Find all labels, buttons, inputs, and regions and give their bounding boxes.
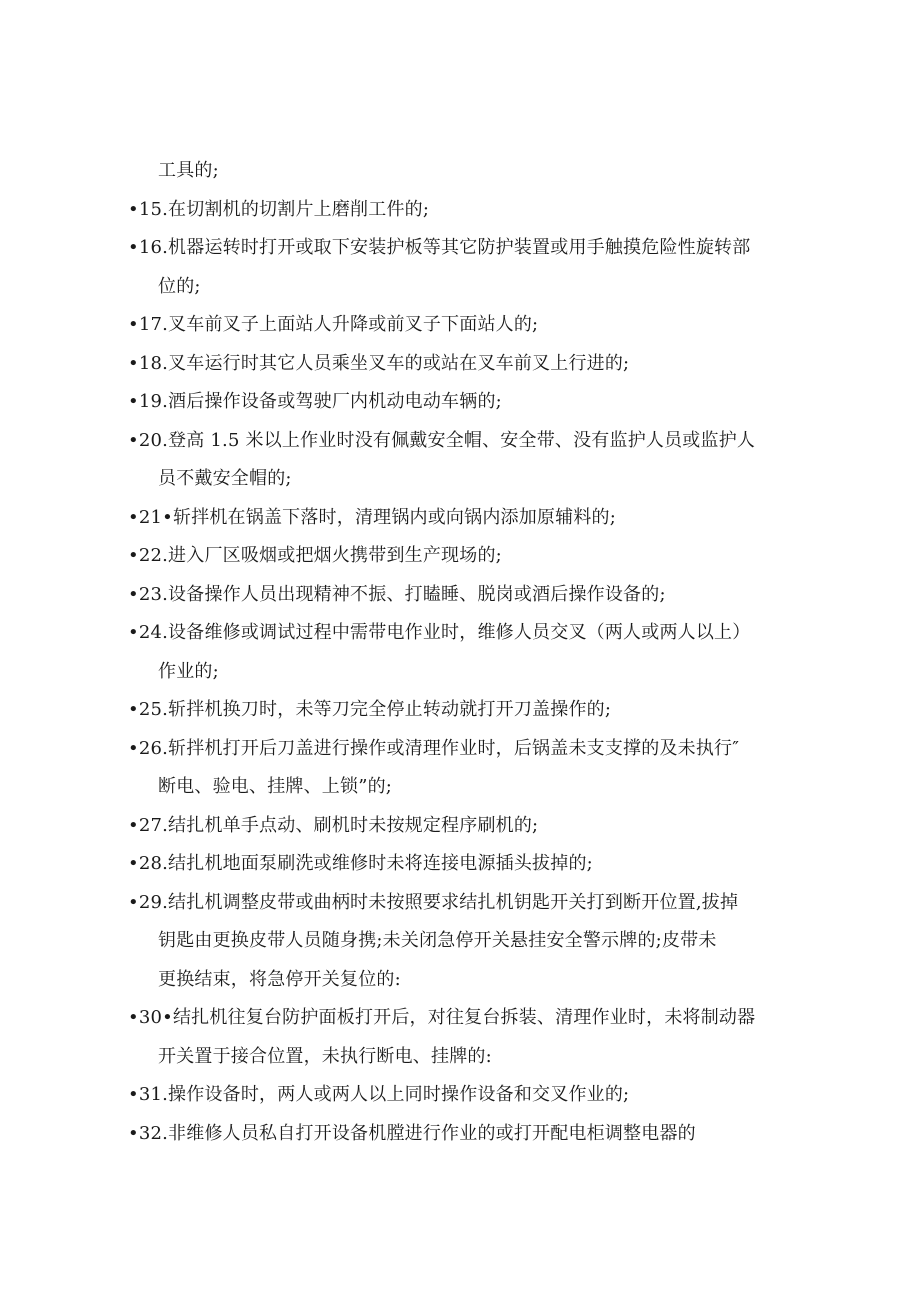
list-item-18: •18.叉车运行时其它人员乘坐叉车的或站在叉车前叉上行进的;: [128, 352, 630, 374]
text-line: 工具的;: [158, 160, 219, 181]
list-item-16: •16.机器运转时打开或取下安装护板等其它防护装置或用手触摸危险性旋转部: [128, 237, 751, 258]
list-item-24: •24.设备维修或调试过程中需带电作业时，维修人员交叉（两人或两人以上）: [128, 622, 751, 643]
text-line: 更换结束，将急停开关复位的:: [158, 968, 401, 990]
list-item-31: •31.操作设备时，两人或两人以上同时操作设备和交叉作业的;: [128, 1084, 630, 1105]
list-item-29: •29.结扎机调整皮带或曲柄时未按照要求结扎机钥匙开关打到断开位置,拔掉: [128, 891, 739, 913]
text-line: 位的;: [158, 275, 201, 297]
list-item-17: •17.叉车前叉子上面站人升降或前叉子下面站人的;: [128, 314, 539, 335]
list-item-26: •26.斩拌机打开后刀盖进行操作或清理作业时，后锅盖未支支撑的及未执行″: [128, 737, 740, 759]
text-line: 作业的;: [158, 660, 219, 682]
document-body: [128, 152, 828, 1153]
text-line: 断电、验电、挂牌、上锁”的;: [158, 776, 393, 797]
text-line: 开关置于接合位置，未执行断电、挂牌的:: [158, 1045, 492, 1067]
list-item-19: •19.酒后操作设备或驾驶厂内机动电动车辆的;: [128, 391, 502, 412]
list-item-20: •20.登高 1.5 米以上作业时没有佩戴安全帽、安全带、没有监护人员或监护人: [128, 429, 756, 451]
list-item-32: •32.非维修人员私自打开设备机膛进行作业的或打开配电柜调整电器的: [128, 1122, 696, 1144]
list-item-25: •25.斩拌机换刀时，未等刀完全停止转动就打开刀盖操作的;: [128, 699, 612, 720]
list-item-28: •28.结扎机地面泵刷洗或维修时未将连接电源插头拔掉的;: [128, 853, 593, 874]
text-line: 钥匙由更换皮带人员随身携;未关闭急停开关悬挂安全警示牌的;皮带未: [158, 930, 717, 951]
list-item-30: •30•结扎机往复台防护面板打开后，对往复台拆装、清理作业时，未将制动器: [128, 1007, 756, 1028]
list-item-15: •15.在切割机的切割片上磨削工件的;: [128, 198, 430, 220]
list-item-23: •23.设备操作人员出现精神不振、打瞌睡、脱岗或酒后操作设备的;: [128, 583, 666, 605]
list-item-27: •27.结扎机单手点动、刷机时未按规定程序刷机的;: [128, 814, 539, 836]
list-item-21: •21•斩拌机在锅盖下落时，清理锅内或向锅内添加原辅料的;: [128, 506, 617, 528]
text-line: 员不戴安全帽的;: [158, 468, 292, 489]
list-item-22: •22.进入厂区吸烟或把烟火携带到生产现场的;: [128, 545, 502, 566]
